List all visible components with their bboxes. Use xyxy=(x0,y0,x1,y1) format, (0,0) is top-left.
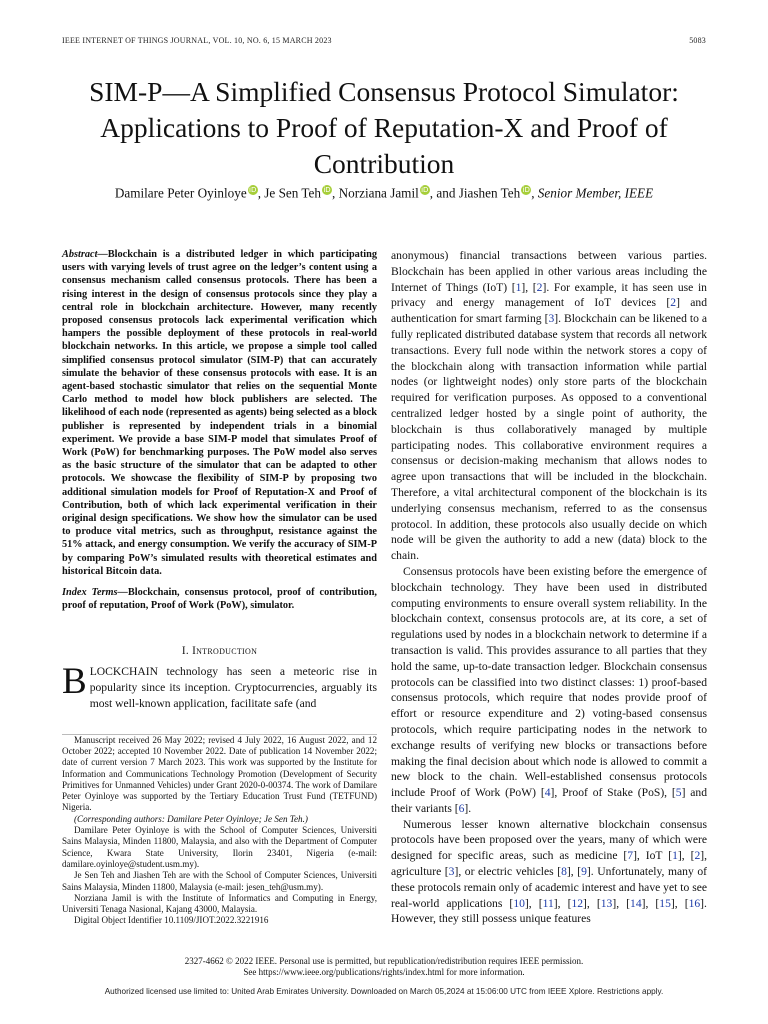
abstract-label: Abstract— xyxy=(62,249,108,260)
body-paragraph: Numerous lesser known alternative blockchain consensus protocols have been proposed over the years, many of which were designed for specific areas, such as medicine [7], IoT [1], [2], agriculture [3], or electric vehicles [8], [9]. Unfortunately, many of these protocols remain only of academic interest and have yet to see real-world applications [10], [11], [12], [13], [14], [15], [16]. However, they still possess unique features xyxy=(391,817,707,926)
citation-link[interactable]: 5 xyxy=(675,786,682,800)
citation-link[interactable]: 15 xyxy=(659,896,671,910)
section-title: Introduction xyxy=(192,645,258,658)
citation-link[interactable]: 14 xyxy=(630,896,642,910)
intro-paragraph xyxy=(62,661,377,711)
citation-link[interactable]: 2 xyxy=(670,296,677,310)
body-paragraph: Consensus protocols have been existing before the emergence of blockchain technology. They have been used in distributed computing environments to ensure overall system reliability. In the blockchain context, consensus protocols are, at its core, a set of regulations used by nodes in a blockchain network to determine if a transaction is valid. This provides assurance to all parties that they hold the same, up-to-date transaction ledger. Blockchain consensus protocols can be classified into two distinct classes: 1) proof-based consensus protocols, which require that nodes provide proof of effort or resource expenditure and 2) voting-based consensus protocols, which require participating nodes in the network to exchange results of verifying new blocks or transactions before making the final decision about which node is allowed to commit a new block to the chain. Well-established consensus protocols include Proof of Work (PoW) [4], Proof of Stake (PoS), [5] and their variants [6]. xyxy=(391,564,707,815)
author-name: Norziana Jamil xyxy=(338,185,419,201)
citation-link[interactable]: 3 xyxy=(448,865,455,879)
abstract xyxy=(62,248,377,578)
orcid-icon[interactable]: iD xyxy=(249,186,257,194)
orcid-icon[interactable]: iD xyxy=(323,186,331,194)
orcid-icon[interactable]: iD xyxy=(421,186,429,194)
intro-text: LOCKCHAIN technology has seen a meteoric rise in popularity since its inception. Cryptocurrencies, arguably its most well-known application, facilitate safe (and xyxy=(89,665,377,710)
author-name: Jiashen Teh xyxy=(458,185,521,201)
download-notice: Authorized licensed use limited to: United Arab Emirates University. Downloaded on March 05,2024 at 15:06:00 UTC from IEEE Xplore. Restrictions apply. xyxy=(104,987,664,996)
index-terms xyxy=(62,586,377,612)
citation-link[interactable]: 16 xyxy=(688,896,701,910)
citation-link[interactable]: 3 xyxy=(548,312,555,326)
citation-link[interactable]: 11 xyxy=(542,896,554,910)
copyright-notice xyxy=(120,956,648,978)
paper-title: SIM-P—A Simplified Consensus Protocol Simulator: Applications to Proof of Reputation-X and Proof of Contribution xyxy=(89,76,679,179)
footnote: Manuscript received 26 May 2022; revised 4 July 2022, 16 August 2022, and 12 October 2022; accepted 10 November 2022. Date of publication 14 November 2022; date of current version 7 March 2023. This work was supported by the Institute for Information and Communications Technology Promotion (Development of Security Primitives for Unmanned Vehicles) under Grant 2020-0-00374. The work of Damilare Peter Oyinloye was supported by the Tertiary Education Trust Fund (TETFUND) Nigeria. xyxy=(62,734,377,813)
footnote: Norziana Jamil is with the Institute of Informatics and Computing in Energy, Universiti Tenaga Nasional, Kajang 43000, Malaysia. xyxy=(62,892,377,915)
right-column xyxy=(391,248,707,927)
page-number: 5083 xyxy=(689,36,706,45)
footnote: Damilare Peter Oyinloye is with the School of Computer Sciences, Universiti Sains Malaysia, Minden 11800, Malaysia, and also with the Department of Computer Science, Kwara State University, Ilorin 23401, Nigeria (e-mail: damilare.oyinloye@student.usm.my). xyxy=(62,825,377,869)
citation-link[interactable]: 7 xyxy=(627,849,634,863)
author-membership: Senior Member, IEEE xyxy=(537,185,654,201)
rights-link[interactable]: See https://www.ieee.org/publications/rights/index.html for more information. xyxy=(243,967,525,977)
index-terms-label: Index Terms— xyxy=(62,587,128,599)
footnote-doi: Digital Object Identifier 10.1109/JIOT.2022.3221916 xyxy=(74,915,269,926)
author-name: Je Sen Teh xyxy=(264,185,321,201)
citation-link[interactable]: 6 xyxy=(458,801,465,815)
left-column xyxy=(62,248,377,927)
footnote: Je Sen Teh and Jiashen Teh are with the School of Computer Sciences, Universiti Sains Malaysia, Minden 11800, Malaysia (e-mail: jesen_teh@usm.my). xyxy=(62,870,377,892)
footnotes xyxy=(62,734,377,927)
drop-cap: B xyxy=(62,661,87,703)
running-header: IEEE INTERNET OF THINGS JOURNAL, VOL. 10, NO. 6, 15 MARCH 2023 xyxy=(62,36,332,45)
author-line: Damilare Peter Oyinloye iD, Je Sen Teh iD, Norziana Jamil iD, and Jiashen Teh iD, Senior Member, IEEE xyxy=(114,185,654,201)
citation-link[interactable]: 9 xyxy=(581,865,587,879)
citation-link[interactable]: 1 xyxy=(515,280,522,294)
section-number: I. xyxy=(181,645,189,658)
index-terms-text: Blockchain, consensus protocol, proof of contribution, proof of reputation, Proof of Work (PoW), simulator. xyxy=(62,587,377,612)
citation-link[interactable]: 12 xyxy=(571,896,584,910)
abstract-text: Blockchain is a distributed ledger in which participating users with varying levels of trust agree on the ledger’s content using a consensus mechanism called consensus protocols. There has been a rising interest in the design of consensus protocols since they play a central role in blockchain architecture. However, many recently proposed consensus protocols lack experimental verification which hampers the possible deployment of these protocols in real-world blockchain networks. In this article, we propose a simple tool called simplified consensus protocol simulator (SIM-P) that can accurately simulate the behavior of these consensus protocols with ease. It is an agent-based stochastic simulator that relies on the sequential Monte Carlo method to model how block publishers are selected. The likelihood of each node (represented as agents) being selected as a block publisher is represented by independent trials in a binomial experiment. We provide a base SIM-P model that simulates Proof of Work (PoW) for benchmarking purposes. The PoW model also serves as the basic structure of the simulator that can be adapted to other protocols. We showcase the flexibility of SIM-P by proposing two additional simulation models for Proof of Reputation-X and Proof of Contribution, both of which lack experimental verification in their original design specifications. We show how the simulator can be used to produce vital metrics, such as throughput, resistance against the 51% attack, and energy consumption. We verify the accuracy of SIM-P by comparing PoW’s simulated results with theoretical estimates and historical Bitcoin data. xyxy=(62,249,377,577)
citation-link[interactable]: 10 xyxy=(513,896,525,910)
citation-link[interactable]: 2 xyxy=(536,280,543,294)
author-name: Damilare Peter Oyinloye xyxy=(114,185,247,201)
citation-link[interactable]: 13 xyxy=(600,896,613,910)
section-heading xyxy=(62,644,377,660)
copyright-text: 2327-4662 © 2022 IEEE. Personal use is permitted, but republication/redistribution requires IEEE permission. xyxy=(184,956,584,966)
citation-link[interactable]: 8 xyxy=(561,865,567,879)
citation-link[interactable]: 2 xyxy=(694,849,701,863)
orcid-icon[interactable]: iD xyxy=(522,186,530,194)
citation-link[interactable]: 1 xyxy=(672,849,678,863)
citation-link[interactable]: 4 xyxy=(544,786,551,800)
footnote-corresponding: (Corresponding authors: Damilare Peter Oyinloye; Je Sen Teh.) xyxy=(74,813,308,824)
body-paragraph: anonymous) financial transactions between various parties. Blockchain has been applied in other various areas including the Internet of Things (IoT) [1], [2]. For example, it has seen use in privacy and energy management of IoT devices [2] and authentication for smart farming [3]. Blockchain can be likened to a fully replicated distributed database system that records all network transactions. Every full node within the network stores a copy of the blockchain along with transaction information while partial nodes (or lightweight nodes) only store parts of the blockchain required for verification purposes. As opposed to a conventional centralized ledger hosted by a single point of authority, the blockchain is thus collaboratively managed by multiple participating nodes. This collaborative environment requires a consensus or decision-making mechanism that allows nodes to agree upon transactions that will be included in the blockchain. Therefore, a vital architectural component of the blockchain is its underlying consensus mechanism, referred to as the consensus protocol. In addition, these protocols also usually decide on which node will be given the authority to add a new (data) block to the chain. xyxy=(391,249,708,563)
